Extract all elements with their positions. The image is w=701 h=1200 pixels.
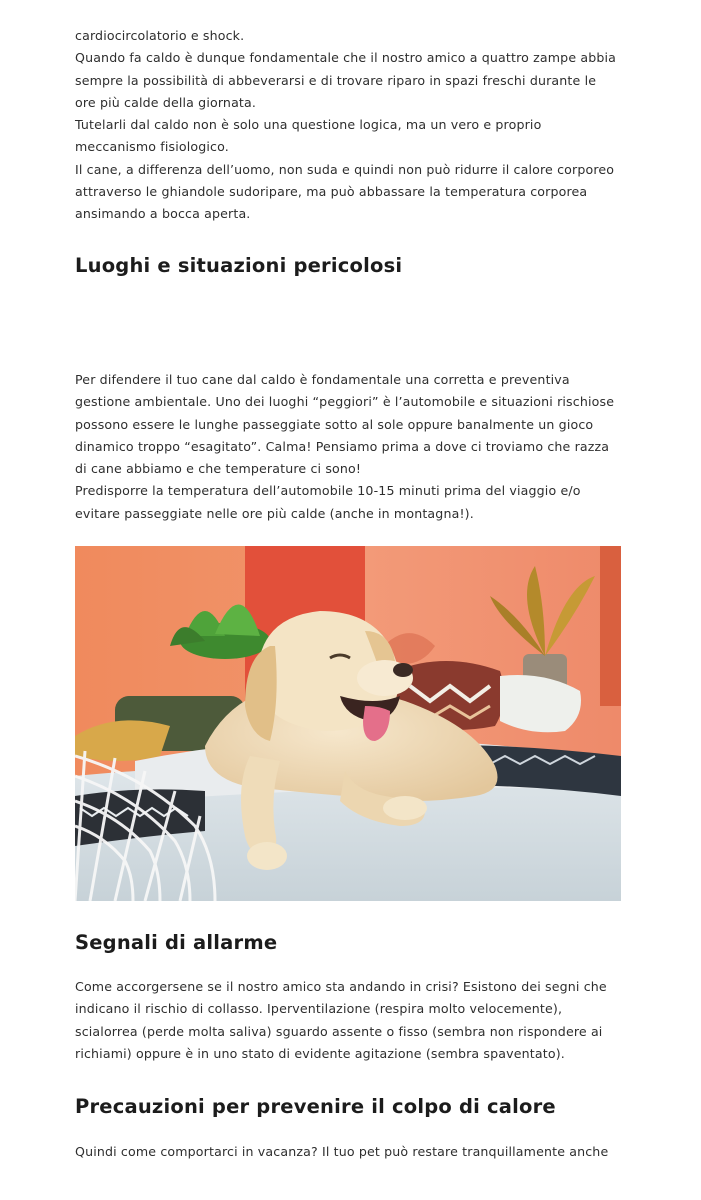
text-line: Come accorgersene se il nostro amico sta andando in crisi? Esistono dei segni che bbox=[75, 979, 607, 994]
precauzioni-paragraph bbox=[75, 1141, 608, 1163]
text-line: possono essere le lunghe passeggiate sotto al sole oppure banalmente un gioco bbox=[75, 416, 594, 432]
text-line: Tutelarli dal caldo non è solo una questione logica, ma un vero e proprio bbox=[75, 117, 542, 133]
section-heading-precauzioni: Precauzioni per prevenire il colpo di calore bbox=[75, 1095, 556, 1118]
intro-paragraph bbox=[75, 25, 616, 226]
dog-on-bed-photo bbox=[75, 546, 621, 901]
section-heading-segnali: Segnali di allarme bbox=[75, 931, 278, 954]
text-line: Il cane, a differenza dell’uomo, non suda e quindi non può ridurre il calore corporeo bbox=[75, 161, 615, 177]
text-line: scialorrea (perde molta saliva) sguardo assente o fisso (sembra non rispondere ai bbox=[75, 1023, 603, 1039]
text-line: gestione ambientale. Uno dei luoghi “peggiori” è l’automobile e situazioni rischiose bbox=[75, 394, 615, 410]
text-line: meccanismo fisiologico. bbox=[75, 139, 229, 155]
text-line: evitare passeggiate nelle ore più calde (anche in montagna!). bbox=[75, 505, 474, 521]
text-line: Per difendere il tuo cane dal caldo è fondamentale una corretta e preventiva bbox=[75, 372, 570, 387]
text-line: Quando fa caldo è dunque fondamentale che il nostro amico a quattro zampe abbia bbox=[75, 50, 617, 66]
luoghi-paragraph bbox=[75, 369, 614, 525]
text-line: cardiocircolatorio e shock. bbox=[75, 28, 245, 43]
text-line: Predisporre la temperatura dell’automobile 10-15 minuti prima del viaggio e/o bbox=[75, 483, 581, 499]
text-line: ore più calde della giornata. bbox=[75, 94, 257, 110]
text-line: Quindi come comportarci in vacanza? Il tuo pet può restare tranquillamente anche bbox=[75, 1144, 609, 1159]
text-line: dinamico troppo “esagitato”. Calma! Pensiamo prima a dove ci troviamo che razza bbox=[75, 438, 610, 454]
text-line: indicano il rischio di collasso. Iperventilazione (respira molto velocemente), bbox=[75, 1001, 563, 1017]
segnali-paragraph bbox=[75, 976, 607, 1065]
text-line: di cane abbiamo e che temperature ci sono! bbox=[75, 461, 362, 477]
text-line: attraverso le ghiandole sudoripare, ma può abbassare la temperatura corporea bbox=[75, 184, 588, 200]
text-line: sempre la possibilità di abbeverarsi e di trovare riparo in spazi freschi durante le bbox=[75, 72, 597, 88]
section-heading-luoghi: Luoghi e situazioni pericolosi bbox=[75, 254, 403, 277]
dog-photo-illustration bbox=[75, 546, 621, 901]
text-line: richiami) oppure è in uno stato di evidente agitazione (sembra spaventato). bbox=[75, 1045, 565, 1061]
text-line: ansimando a bocca aperta. bbox=[75, 206, 251, 222]
